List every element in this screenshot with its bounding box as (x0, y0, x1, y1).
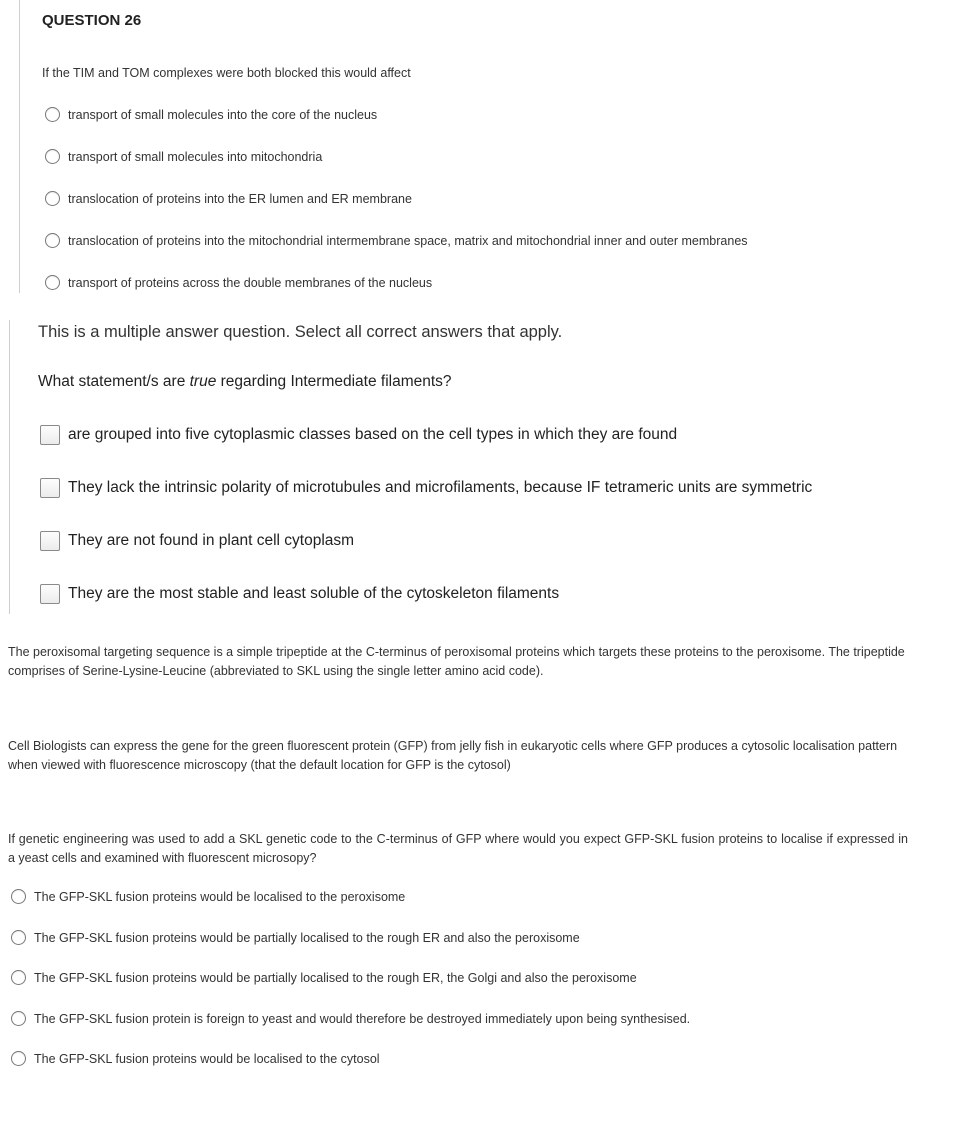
radio-button[interactable] (45, 191, 60, 206)
option-label: translocation of proteins into the mitochondrial intermembrane space, matrix and mitochondrial inner and outer membranes (68, 233, 748, 248)
option-label: The GFP-SKL fusion proteins would be localised to the peroxisome (34, 889, 406, 904)
option-label: They are the most stable and least soluble of the cytoskeleton filaments (68, 585, 560, 602)
option-label: They lack the intrinsic polarity of microtubules and microfilaments, because IF tetrameric units are symmetric (68, 479, 813, 496)
if-option-2[interactable] (40, 478, 812, 498)
q26-option-1[interactable] (45, 107, 377, 122)
if-option-3[interactable] (40, 531, 354, 551)
multi-answer-border (9, 320, 10, 614)
radio-button[interactable] (11, 889, 26, 904)
q26-option-5[interactable] (45, 275, 432, 290)
prompt-emphasis: true (189, 373, 217, 390)
skl-paragraph-3: If genetic engineering was used to add a SKL genetic code to the C-terminus of GFP where would you expect GFP-SKL fusion proteins to localise if expressed in a yeast cells and examined with fluorescent microsopy? (8, 832, 908, 865)
skl-option-1[interactable] (11, 889, 405, 904)
intermediate-filaments-prompt (38, 373, 452, 391)
skl-option-2[interactable] (11, 930, 580, 945)
skl-paragraph-1: The peroxisomal targeting sequence is a simple tripeptide at the C-terminus of peroxisomal proteins which targets these proteins to the peroxisome. The tripeptide comprises of Serine-Lysine-Leucine (abbreviated to SKL using the single letter amino acid code). (8, 645, 905, 678)
option-label: are grouped into five cytoplasmic classes based on the cell types in which they are found (68, 426, 678, 443)
radio-button[interactable] (45, 275, 60, 290)
option-label: translocation of proteins into the ER lumen and ER membrane (68, 191, 412, 206)
radio-button[interactable] (45, 149, 60, 164)
checkbox[interactable] (40, 478, 60, 498)
skl-option-4[interactable] (11, 1011, 690, 1026)
option-label: The GFP-SKL fusion proteins would be partially localised to the rough ER and also the peroxisome (34, 930, 580, 945)
question-26-prompt: If the TIM and TOM complexes were both blocked this would affect (42, 66, 411, 80)
option-label: transport of proteins across the double membranes of the nucleus (68, 275, 433, 290)
radio-button[interactable] (45, 233, 60, 248)
question-26-title: QUESTION 26 (42, 12, 142, 29)
checkbox[interactable] (40, 425, 60, 445)
checkbox[interactable] (40, 584, 60, 604)
skl-paragraph-2: Cell Biologists can express the gene for the green fluorescent protein (GFP) from jelly fish in eukaryotic cells where GFP produces a cytosolic localisation pattern when viewed with fluorescence microscopy (that the default location for GFP is the cytosol) (8, 739, 898, 772)
radio-button[interactable] (45, 107, 60, 122)
if-option-1[interactable] (40, 425, 677, 445)
option-label: The GFP-SKL fusion protein is foreign to yeast and would therefore be destroyed immediately upon being synthesised. (34, 1011, 691, 1026)
if-option-4[interactable] (40, 584, 559, 604)
radio-button[interactable] (11, 930, 26, 945)
multiple-answer-instruction: This is a multiple answer question. Select all correct answers that apply. (38, 323, 563, 341)
q26-option-3[interactable] (45, 191, 412, 206)
radio-button[interactable] (11, 970, 26, 985)
option-label: transport of small molecules into mitochondria (68, 149, 323, 164)
q26-option-4[interactable] (45, 233, 748, 248)
radio-button[interactable] (11, 1011, 26, 1026)
question-26-border (19, 0, 20, 293)
skl-option-3[interactable] (11, 970, 637, 985)
prompt-text-before: What statement/s are (38, 373, 190, 390)
radio-button[interactable] (11, 1051, 26, 1066)
option-label: They are not found in plant cell cytoplasm (68, 532, 355, 549)
q26-option-2[interactable] (45, 149, 322, 164)
prompt-text-after: regarding Intermediate filaments? (216, 373, 452, 390)
option-label: The GFP-SKL fusion proteins would be partially localised to the rough ER, the Golgi and also the peroxisome (34, 970, 637, 985)
option-label: The GFP-SKL fusion proteins would be localised to the cytosol (34, 1051, 380, 1066)
skl-option-5[interactable] (11, 1051, 380, 1066)
option-label: transport of small molecules into the core of the nucleus (68, 107, 378, 122)
checkbox[interactable] (40, 531, 60, 551)
